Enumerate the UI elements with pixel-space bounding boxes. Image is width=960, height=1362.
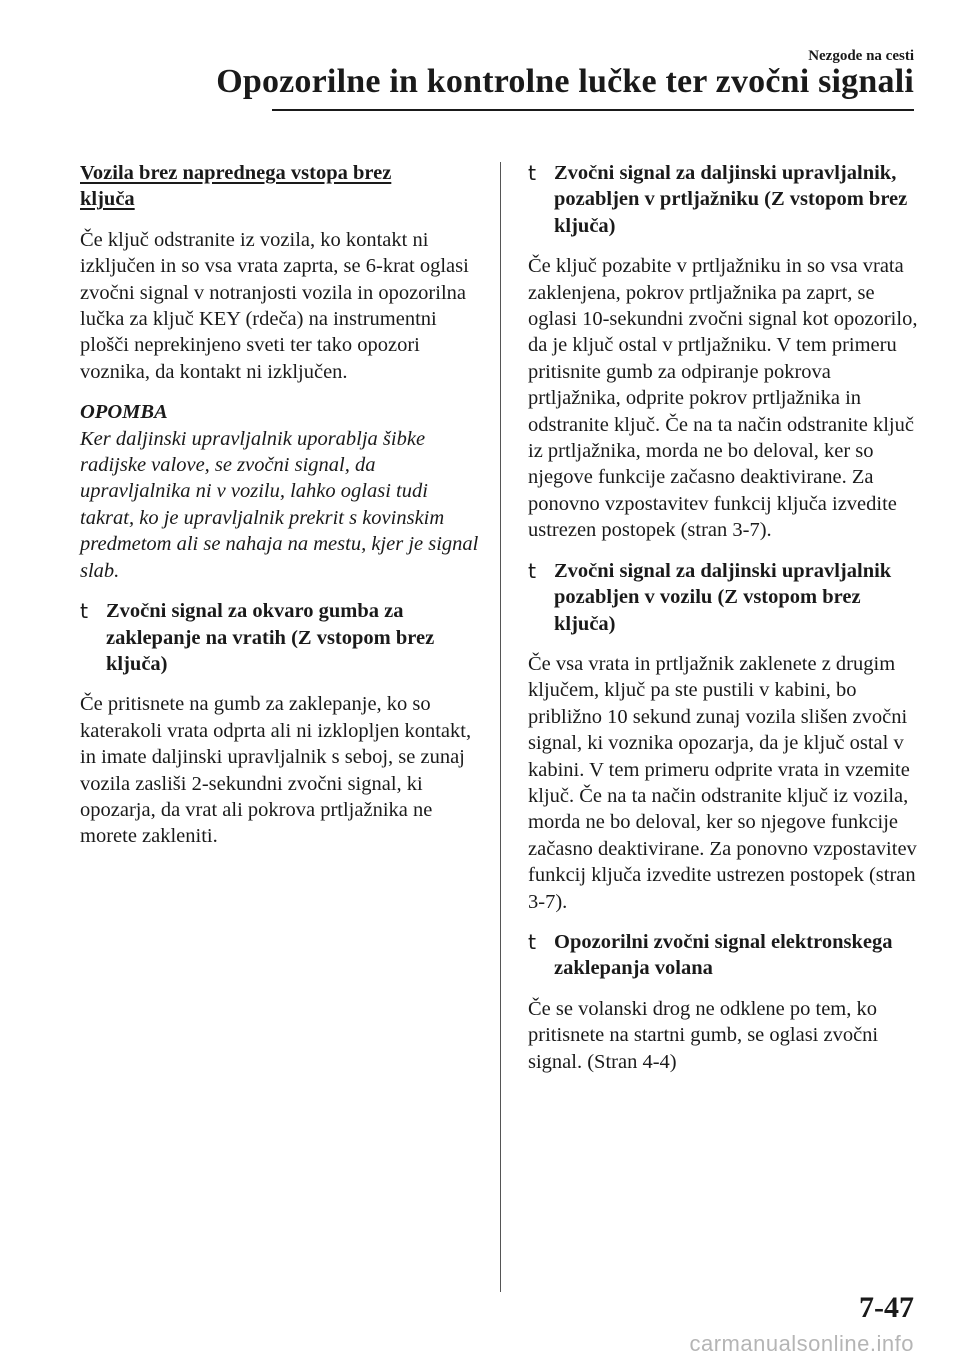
right-column <box>528 160 920 1089</box>
bullet-heading-text: Zvočni signal za daljinski upravljalnik, pozabljen v prtljažniku (Z vstopom brez ključa) <box>554 162 908 237</box>
subsection-heading <box>80 160 480 213</box>
bullet-heading-door-lock <box>80 598 480 677</box>
subsection-heading-line2: ključa <box>80 188 135 211</box>
page-number: 7-47 <box>859 1291 914 1324</box>
paragraph-door-lock: Če pritisnete na gumb za zaklepanje, ko so katerakoli vrata odprta ali ni izklopljen kontakt, in imate daljinski upravljalnik s seboj, se zunaj vozila zasliši 2-sekundni zvočni signal, ki opozarja, da vrat ali pokrova prtljažnika ne morete zakleniti. <box>80 693 472 848</box>
left-column <box>80 160 480 864</box>
bullet-icon: t <box>528 929 537 954</box>
note-label: OPOMBA <box>80 401 168 424</box>
note-text: Ker daljinski upravljalnik uporablja šibke radijske valove, se zvočni signal, da upravljalnika ni v vozilu, lahko oglasi tudi takrat, ko je upravljalnik prekrit s kovinskim predmetom ali se nahaja na mestu, kjer je signal slab. <box>80 427 479 582</box>
paragraph-cabin: Če vsa vrata in prtljažnik zaklenete z drugim ključem, ključ pa ste pustili v kabini, bo približno 10 sekund zunaj vozila slišen zvočni signal, ki voznika opozarja, da je ključ ostal v kabini. V tem primeru odprite vrata in vzemite ključ. Če na ta način odstranite ključ iz vozila, morda ne bo deloval, ker so njegove funkcije začasno deaktivirane. Za ponovno vzpostavitev funkcij ključa izvedite ustrezen postopek (stran 3-7). <box>528 652 917 913</box>
column-divider <box>500 162 501 1292</box>
bullet-heading-trunk <box>528 160 920 239</box>
bullet-icon: t <box>528 558 537 583</box>
bullet-heading-steering-lock <box>528 929 920 982</box>
bullet-heading-cabin <box>528 558 920 637</box>
page-title: Opozorilne in kontrolne lučke ter zvočni signali <box>216 63 914 100</box>
paragraph-trunk: Če ključ pozabite v prtljažniku in so vsa vrata zaklenjena, pokrov prtljažnika pa zaprt, se oglasi 10-sekundni zvočni signal kot opozorilo, da je ključ ostal v prtljažniku. V tem primeru pritisnite gumb za odpiranje pokrova prtljažnika, odprite pokrov prtljažnika in odstranite ključ. Če na ta način odstranite ključ iz prtljažnika, morda ne bo deloval, ker so njegove funkcije začasno deaktivirane. Za ponovno vzpostavitev funkcij ključa izvedite ustrezen postopek (stran 3-7). <box>528 255 918 542</box>
subsection-heading-line1: Vozila brez naprednega vstopa brez <box>80 162 392 184</box>
bullet-heading-text: Opozorilni zvočni signal elektronskega zaklepanja volana <box>554 930 893 980</box>
paragraph-steering-lock: Če se volanski drog ne odklene po tem, ko pritisnete na startni gumb, se oglasi zvočni signal. (Stran 4-4) <box>528 997 879 1073</box>
bullet-icon: t <box>528 161 537 185</box>
watermark: carmanualsonline.info <box>689 1331 914 1356</box>
bullet-icon: t <box>80 599 89 624</box>
section-title: Nezgode na cesti <box>808 48 914 64</box>
paragraph-key-removed: Če ključ odstranite iz vozila, ko kontakt ni izključen in so vsa vrata zaprta, se 6-krat oglasi zvočni signal v notranjosti vozila in opozorilna lučka za ključ KEY (rdeča) na instrumentni plošči neprekinjeno sveti ter tako opozori voznika, da kontakt ni izključen. <box>80 228 469 383</box>
bullet-heading-text: Zvočni signal za okvaro gumba za zaklepanje na vratih (Z vstopom brez ključa) <box>106 600 435 675</box>
bullet-heading-text: Zvočni signal za daljinski upravljalnik pozabljen v vozilu (Z vstopom brez ključa) <box>554 559 892 635</box>
header-rule <box>272 109 914 111</box>
